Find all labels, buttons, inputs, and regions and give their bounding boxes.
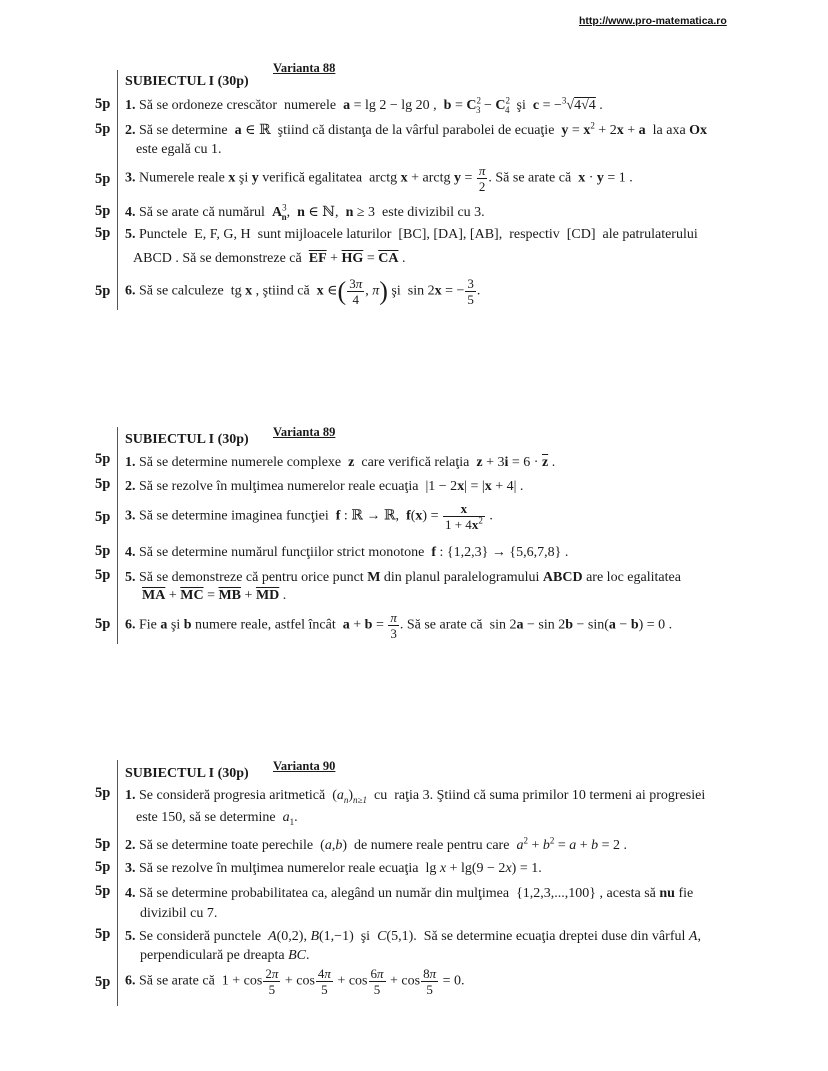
problem-item: 2. Să se determine a ∈ ℝ ştiind că distanţa de la vârful parabolei de ecuaţie $y = x^2 + 2x + a$ la axa Ox <box>125 120 708 138</box>
problem-number: 6. <box>125 283 136 299</box>
problem-number: 1. <box>125 455 136 470</box>
subject-title: SUBIECTUL I (30p) <box>125 432 249 447</box>
points-label: 5p <box>95 509 111 525</box>
problem-number: 6. <box>125 617 136 633</box>
problem-number: 3. <box>125 170 136 186</box>
points-label: 5p <box>95 616 111 632</box>
problem-number: 1. <box>125 98 136 113</box>
margin-rule <box>117 760 118 1006</box>
margin-rule <box>117 427 118 644</box>
problem-number: 4. <box>125 205 136 220</box>
problem-number: 5. <box>125 929 136 944</box>
variant-title: Varianta 88 <box>273 61 336 75</box>
problem-number: 1. <box>125 788 136 803</box>
problem-continuation: perpendiculară pe dreapta BC. <box>140 948 310 963</box>
subject-title: SUBIECTUL I (30p) <box>125 74 249 89</box>
points-label: 5p <box>95 121 111 137</box>
problem-number: 2. <box>125 479 136 494</box>
problem-item: 1. Se consideră progresia aritmetică $(a_n)_{n\ge 1}$ cu raţia 3. Ştiind că suma primilor 10 termeni ai progresiei <box>125 788 706 805</box>
problem-continuation: divizibil cu 7. <box>140 906 218 921</box>
problem-item: 6. Fie a şi b numere reale, astfel încât a + b = $\frac{\pi}{3}$ . Să se arate că sin 2a − sin 2b − sin(a − b) = 0 . <box>125 610 673 641</box>
points-label: 5p <box>95 883 111 899</box>
problem-number: 5. <box>125 227 136 242</box>
problem-number: 5. <box>125 570 136 585</box>
problem-item: 6. Să se arate că 1 + cos $\frac{2\pi}{5}$ + cos $\frac{4\pi}{5}$ + cos $\frac{6\pi}{5}$ + cos $\frac{8\pi}{5}$ = 0. <box>125 966 465 997</box>
points-label: 5p <box>95 171 111 187</box>
problem-number: 2. <box>125 838 136 853</box>
points-label: 5p <box>95 859 111 875</box>
problem-item: 5. Se consideră punctele A(0,2), B(1,−1) şi C(5,1). Să se determine ecuaţia dreptei duse din vârful A, <box>125 929 701 944</box>
points-label: 5p <box>95 476 111 492</box>
problem-continuation: este 150, să se determine $a_1$. <box>136 810 298 827</box>
problem-number: 3. <box>125 861 136 876</box>
points-label: 5p <box>95 203 111 219</box>
problem-item: 4. Să se determine probabilitatea ca, alegând un număr din mulţimea {1,2,3,...,100} , acesta să nu fie <box>125 886 694 901</box>
problem-item: 3. Să se determine imaginea funcţiei f : ℝ → ℝ, f(x) = $\frac{x}{1 + 4x^2}$ . <box>125 501 493 532</box>
points-label: 5p <box>95 785 111 801</box>
points-label: 5p <box>95 225 111 241</box>
problem-number: 3. <box>125 508 136 524</box>
points-label: 5p <box>95 283 111 299</box>
points-label: 5p <box>95 567 111 583</box>
problem-number: 4. <box>125 886 136 901</box>
problem-item: 6. Să se calculeze tg x , ştiind că x ∈( $\frac{3\pi}{4}$ , π) şi sin 2x = − $\frac{3}{5}$ . <box>125 276 481 307</box>
problem-item: 3. Să se rezolve în mulţimea numerelor reale ecuaţia lg x + lg(9 − 2x) = 1. <box>125 861 542 876</box>
problem-continuation: ABCD . Să se demonstreze că $\overline{EF} + \overline{HG} = \overline{CA}$ . <box>133 251 406 266</box>
problem-item: 2. Să se rezolve în mulţimea numerelor reale ecuaţia |1 − 2x| = |x + 4| . <box>125 479 524 494</box>
points-label: 5p <box>95 836 111 852</box>
points-label: 5p <box>95 926 111 942</box>
problem-item: 3. Numerele reale x şi y verifică egalitatea arctg x + arctg y = $\frac{\pi}{2}$ . Să se arate că x · y = 1 . <box>125 163 633 194</box>
problem-item: 4. Să se determine numărul funcţiilor strict monotone f : {1,2,3} → {5,6,7,8} . <box>125 545 569 560</box>
margin-rule <box>117 70 118 310</box>
problem-continuation: $\overline{MA} + \overline{MC} = \overline{MB} + \overline{MD}$ . <box>142 588 287 603</box>
problem-continuation: este egală cu 1. <box>136 142 222 157</box>
problem-item: 2. Să se determine toate perechile (a,b) de numere reale pentru care $a^2 + b^2 = a + b = 2$ . <box>125 835 628 853</box>
problem-number: 2. <box>125 123 136 138</box>
problem-item: 5. Punctele E, F, G, H sunt mijloacele laturilor [BC], [DA], [AB], respectiv [CD] ale patrulaterului <box>125 227 698 242</box>
site-url-link[interactable]: http://www.pro-matematica.ro <box>579 15 727 27</box>
variant-title: Varianta 90 <box>273 759 336 773</box>
points-label: 5p <box>95 974 111 990</box>
problem-number: 6. <box>125 973 136 989</box>
problem-item: 1. Să se determine numerele complexe z care verifică relaţia $z + 3i = 6 \cdot \overline{z}$ . <box>125 455 556 470</box>
subject-title: SUBIECTUL I (30p) <box>125 766 249 781</box>
points-label: 5p <box>95 451 111 467</box>
points-label: 5p <box>95 543 111 559</box>
problem-number: 4. <box>125 545 136 560</box>
problem-item: 4. Să se arate că numărul $A^3_n$, n ∈ ℕ, n ≥ 3 este divizibil cu 3. <box>125 202 485 222</box>
points-label: 5p <box>95 96 111 112</box>
problem-item: 5. Să se demonstreze că pentru orice punct M din planul paralelogramului ABCD are loc egalitatea <box>125 570 681 585</box>
variant-title: Varianta 89 <box>273 425 336 439</box>
problem-item: 1. Să se ordoneze crescător numerele a = lg 2 − lg 20 , $b = C^2_3 - C^2_4$ şi c = −$^3$√4√4 . <box>125 95 603 115</box>
